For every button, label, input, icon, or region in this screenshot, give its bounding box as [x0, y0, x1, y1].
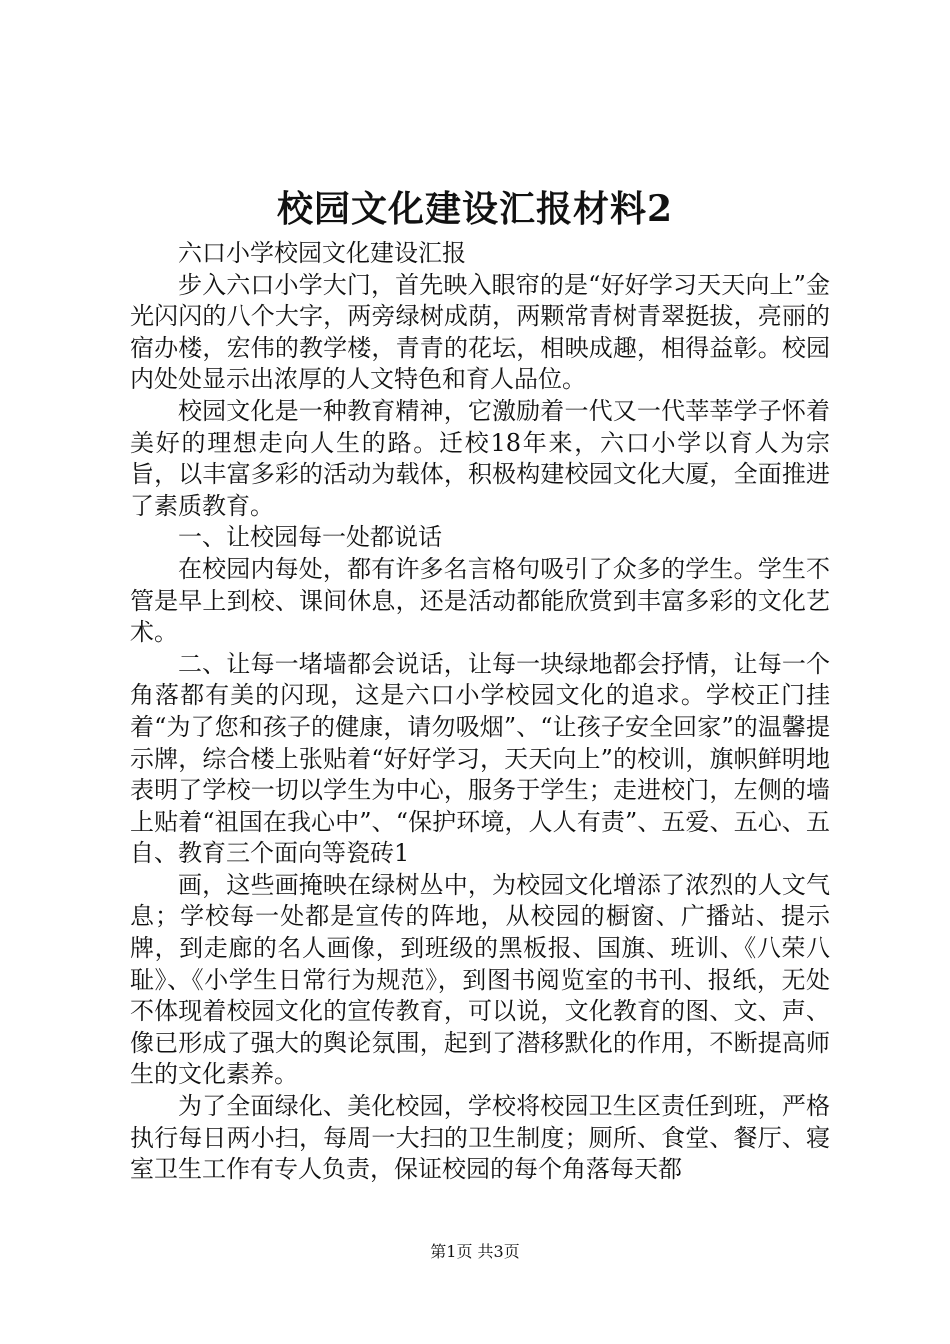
paragraph: 画，这些画掩映在绿树丛中，为校园文化增添了浓烈的人文气息；学校每一处都是宣传的阵地，从校园的橱窗、广播站、提示牌，到走廊的名人画像，到班级的黑板报、国旗、班训、《八荣八耻》、《小学生日常行为规范》，到图书阅览室的书刊、报纸，无处不体现着校园文化的宣传教育，可以说，文化教育的图、文、声、像已形成了强大的舆论氛围，起到了潜移默化的作用，不断提高师生的文化素养。 — [130, 870, 830, 1089]
paragraph: 步入六口小学大门，首先映入眼帘的是“好好学习天天向上”金光闪闪的八个大字，两旁绿树成荫，两颗常青树青翠挺拔，亮丽的宿办楼，宏伟的教学楼，青青的花坛，相映成趣，相得益彰。校园内处处显示出浓厚的人文特色和育人品位。 — [130, 270, 830, 394]
document-title: 校园文化建设汇报材料2 — [276, 188, 674, 230]
paragraph: 为了全面绿化、美化校园，学校将校园卫生区责任到班，严格执行每日两小扫，每周一大扫的卫生制度；厕所、食堂、餐厅、寝室卫生工作有专人负责，保证校园的每个角落每天都 — [130, 1092, 830, 1184]
page-footer: 第1页 共3页 — [430, 1242, 520, 1261]
paragraph: 校园文化是一种教育精神，它激励着一代又一代莘莘学子怀着美好的理想走向人生的路。迁校18年来，六口小学以育人为宗旨，以丰富多彩的活动为载体，积极构建校园文化大厦，全面推进了素质教育。 — [130, 396, 830, 520]
section-heading: 一、让校园每一处都说话 — [178, 523, 442, 552]
document-body — [130, 238, 830, 1186]
paragraph: 在校园内每处，都有许多名言格句吸引了众多的学生。学生不管是早上到校、课间休息，还是活动都能欣赏到丰富多彩的文化艺术。 — [130, 554, 830, 647]
paragraph-subtitle: 六口小学校园文化建设汇报 — [178, 239, 466, 267]
paragraph: 二、让每一堵墙都会说话，让每一块绿地都会抒情，让每一个角落都有美的闪现，这是六口小学校园文化的追求。学校正门挂着“为了您和孩子的健康，请勿吸烟”、“让孩子安全回家”的温馨提示牌，综合楼上张贴着“好好学习，天天向上”的校训，旗帜鲜明地表明了学校一切以学生为中心，服务于学生；走进校门，左侧的墙上贴着“祖国在我心中”、“保护环境，人人有责”、五爱、五心、五自、教育三个面向等瓷砖1 — [130, 649, 830, 868]
